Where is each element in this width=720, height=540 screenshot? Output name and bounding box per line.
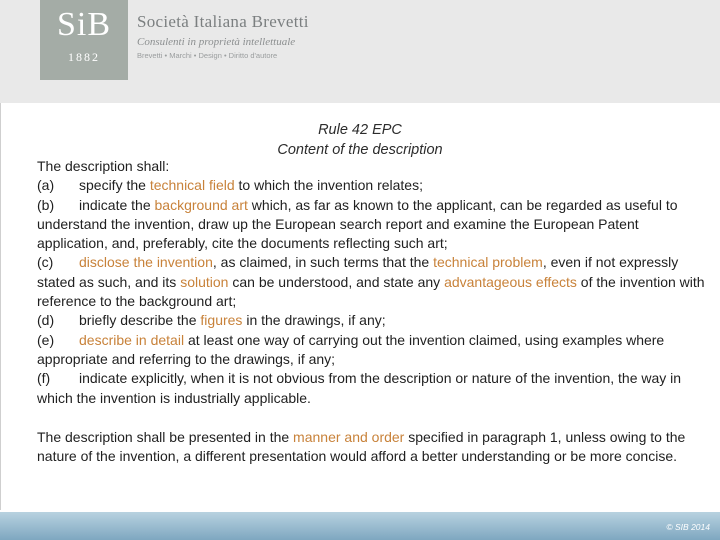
paragraph-1-intro [6,157,712,176]
item-text: of the invention with reference to the background art; [37,273,705,310]
logo-mark: SiB [56,6,112,43]
highlight-term: technical field [149,177,235,194]
item-label: (c) [37,254,54,271]
item-a [6,176,712,195]
highlight-term: background art [154,196,248,213]
item-text: in the drawings, if any; [242,312,386,329]
item-label: (e) [37,331,55,348]
highlight-term: technical problem [433,254,543,271]
item-text: specify the [79,177,150,194]
brand-name: Società Italiana Brevetti [137,12,309,31]
highlight-term: figures [200,312,243,329]
rule-text [6,157,712,465]
item-text: which, as far as known to the applicant, can be regarded as useful to understand the invention, draw up the European search report and examine the European Patent application, and, preferably, cite the documents reflecting such art; [37,196,678,252]
item-label: (d) [37,312,55,329]
highlight-term: manner and order [293,428,405,445]
item-text: indicate the [79,196,155,213]
paragraph-2 [6,428,712,467]
item-label: (a) [37,177,55,194]
logo-year: 1882 [68,50,100,64]
paragraph-1 [6,157,712,408]
paragraph-text: The description shall be presented in the [37,428,294,445]
intro-text: The description shall: [37,158,170,174]
title-line-1: Rule 42 EPC [318,122,402,138]
paragraph-number [6,157,37,176]
item-b [6,196,712,254]
item-text: can be understood, and state any [228,273,445,290]
item-e [6,331,712,370]
item-label: (f) [37,370,51,387]
item-text: briefly describe the [79,312,201,329]
footer-bar [0,512,720,540]
paragraph-2-line [6,428,712,467]
footer-copyright: © SIB 2014 [666,522,710,532]
item-text: , even if not expressly stated as such, and its [37,254,679,290]
item-label: (b) [37,196,55,213]
paragraph-text: specified in paragraph 1, unless owing to the nature of the invention, a different presentation would afford a better understanding or be more concise. [37,428,686,465]
slide-title [220,120,500,160]
brand-services: Brevetti • Marchi • Design • Diritto d'autore [137,51,278,60]
paragraph-number [6,428,37,447]
brand-subtitle: Consulenti in proprietà intellettuale [137,36,296,48]
highlight-term: disclose the invention [79,254,213,271]
highlight-term: advantageous effects [444,273,577,290]
paragraph-spacer [6,408,712,428]
item-c [6,253,712,311]
header-banner [0,0,720,103]
highlight-term: solution [180,273,229,290]
item-d [6,311,712,330]
highlight-term: describe in detail [79,331,185,348]
item-text: to which the invention relates; [234,177,423,194]
item-text: at least one way of carrying out the invention claimed, using examples where appropriate and referring to the drawings, if any; [37,331,665,367]
sib-logo [40,0,128,80]
title-line-2: Content of the description [277,142,443,158]
item-text: indicate explicitly, when it is not obvious from the description or nature of the invention, the way in which the invention is industrially applicable. [37,370,682,406]
item-text: , as claimed, in such terms that the [212,254,434,271]
item-f [6,369,712,408]
